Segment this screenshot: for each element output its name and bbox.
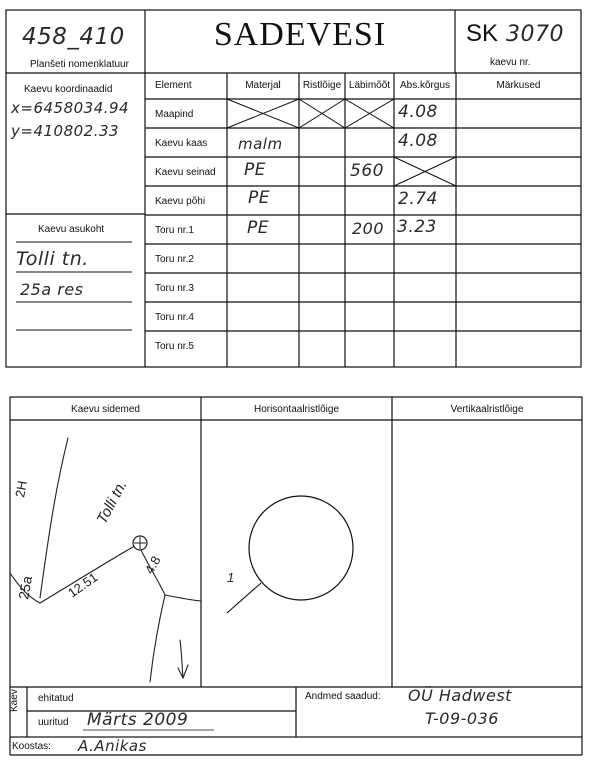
well-label: kaevu nr. bbox=[490, 57, 531, 68]
row-label-kaevu-kaas: Kaevu kaas bbox=[155, 138, 208, 149]
sketch-label-2h: 2H bbox=[12, 479, 30, 499]
cell-abs-toru-1: 3.23 bbox=[397, 217, 437, 237]
col-header-abs: Abs.kõrgus bbox=[399, 80, 451, 91]
location-label: Kaevu asukoht bbox=[38, 224, 105, 235]
row-label-maapind: Maapind bbox=[155, 109, 194, 120]
coordinate-y: y=410802.33 bbox=[11, 122, 120, 140]
well-prefix: SK bbox=[466, 20, 499, 47]
col-header-element: Element bbox=[155, 80, 192, 91]
sketch-label-25a: 25a bbox=[15, 574, 36, 601]
cell-diameter-toru-1: 200 bbox=[352, 219, 385, 238]
sketch-street-line bbox=[165, 595, 201, 601]
built-label: ehitatud bbox=[38, 693, 74, 704]
row-label-toru-4: Toru nr.4 bbox=[155, 312, 194, 323]
pipe-line bbox=[227, 583, 261, 613]
cell-material-kaevu-kaas: malm bbox=[238, 135, 283, 153]
author-label: Koostas: bbox=[12, 741, 51, 752]
location-line1: Tolli tn. bbox=[16, 248, 89, 270]
sketch-property-line bbox=[40, 438, 68, 598]
col-header-cross: Ristlõige bbox=[302, 80, 342, 91]
well-circle bbox=[249, 496, 353, 600]
cell-abs-maapind: 4.08 bbox=[398, 102, 438, 122]
row-label-kaevu-pohi: Kaevu põhi bbox=[155, 196, 206, 207]
horizontal-section-drawing bbox=[201, 420, 392, 687]
row-label-toru-3: Toru nr.3 bbox=[155, 283, 194, 294]
section-title-ties: Kaevu sidemed bbox=[71, 404, 140, 415]
section-title-horizontal: Horisontaalristlõige bbox=[253, 404, 340, 415]
location-line2: 25a res bbox=[20, 280, 84, 299]
surveyed-value: Märts 2009 bbox=[87, 710, 189, 730]
sketch-label-dist2: 4.8 bbox=[141, 553, 164, 577]
row-label-toru-5: Toru nr.5 bbox=[155, 341, 194, 352]
plansheet-label: Planšeti nomenklatuur bbox=[30, 59, 129, 70]
cell-abs-kaevu-kaas: 4.08 bbox=[398, 131, 438, 151]
well-number: 3070 bbox=[506, 22, 564, 47]
row-label-toru-1: Toru nr.1 bbox=[155, 225, 194, 236]
col-header-notes: Märkused bbox=[496, 80, 541, 91]
surveyed-label: uuritud bbox=[38, 717, 69, 728]
row-label-toru-2: Toru nr.2 bbox=[155, 254, 194, 265]
data-from-value-1: OÜ Hadwest bbox=[408, 686, 512, 705]
sketch-well-symbol bbox=[133, 536, 147, 550]
plansheet-number: 458_410 bbox=[22, 24, 125, 50]
data-from-value-2: T-09-036 bbox=[425, 709, 499, 728]
sketch-arrow bbox=[178, 640, 188, 678]
data-from-label: Andmed saadud: bbox=[305, 691, 381, 702]
sketch-label-street: Tolli tn. bbox=[93, 477, 131, 527]
col-header-material: Materjal bbox=[245, 80, 281, 91]
cell-diameter-kaevu-seinad: 560 bbox=[350, 161, 384, 181]
sketch-pipe-line bbox=[150, 595, 165, 682]
cell-material-toru-1: PE bbox=[247, 218, 269, 238]
kaev-label: Kaev bbox=[9, 689, 20, 712]
coordinates-label: Kaevu koordinaadid bbox=[24, 84, 113, 95]
author-value: A.Anikas bbox=[78, 737, 147, 755]
pipe-label: 1 bbox=[227, 570, 235, 585]
cell-abs-kaevu-pohi: 2.74 bbox=[398, 189, 438, 209]
cell-material-kaevu-seinad: PE bbox=[244, 160, 266, 180]
sketch-label-dist1: 12.51 bbox=[65, 569, 101, 601]
ties-sketch bbox=[10, 420, 201, 687]
coordinate-x: x=6458034.94 bbox=[11, 99, 130, 117]
col-header-diameter: Läbimõõt bbox=[348, 80, 391, 91]
cell-material-kaevu-pohi: PE bbox=[248, 188, 270, 208]
row-label-kaevu-seinad: Kaevu seinad bbox=[155, 167, 216, 178]
section-title-vertical: Vertikaalristlõige bbox=[450, 404, 524, 415]
page-title: SADEVESI bbox=[213, 16, 387, 53]
